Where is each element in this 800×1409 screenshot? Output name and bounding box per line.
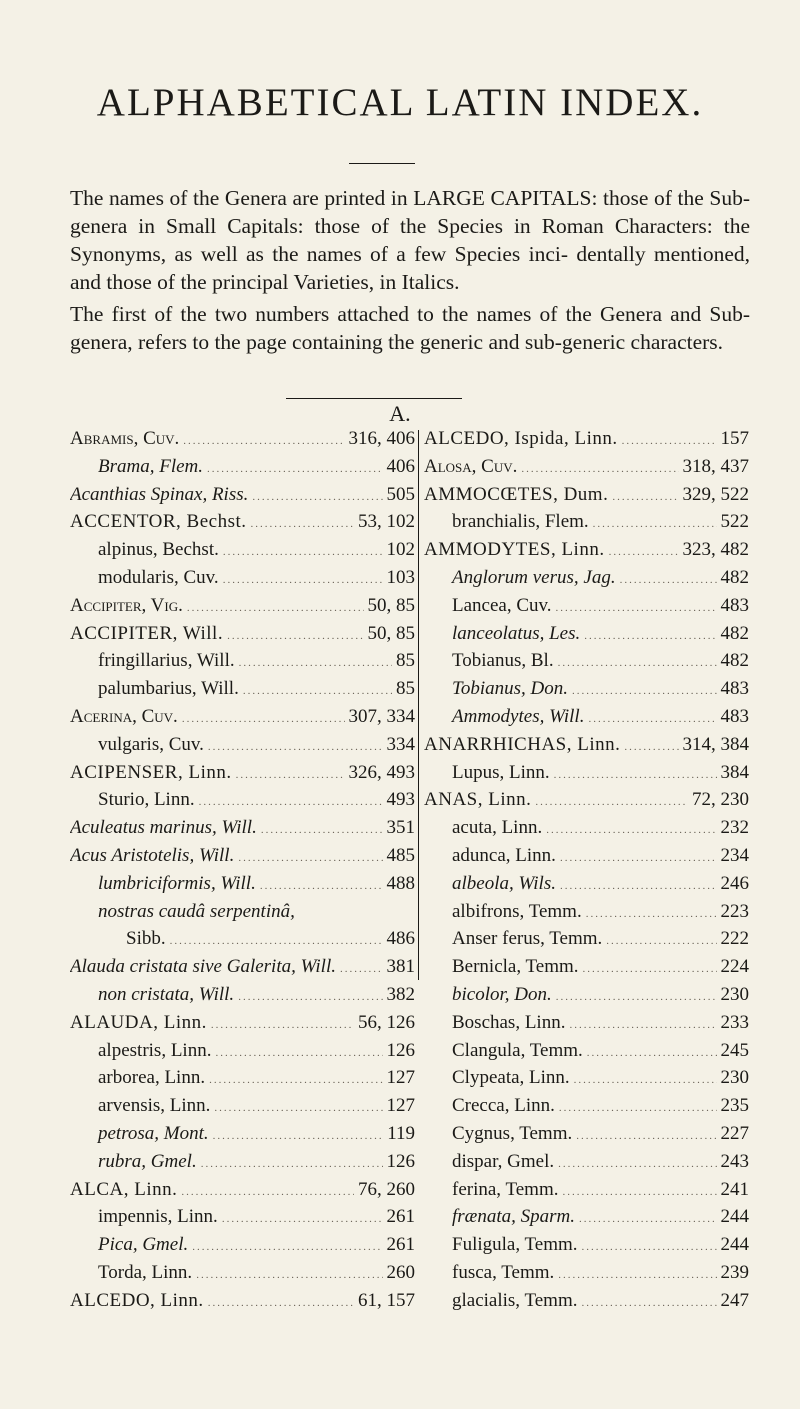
entry-pages: 76, 260 [358, 1178, 415, 1200]
entry-pages: 235 [720, 1095, 749, 1117]
index-entry [70, 536, 415, 564]
entry-name: bicolor, Don. [452, 983, 552, 1005]
entry-pages: 482 [720, 566, 749, 588]
entry-pages: 483 [720, 678, 749, 700]
index-entry [424, 620, 749, 648]
entry-pages: 482 [720, 650, 749, 672]
index-entry [424, 870, 749, 898]
index-entry [70, 564, 415, 592]
leader-dots [183, 428, 344, 453]
leader-dots [606, 928, 716, 953]
index-entry [424, 925, 749, 953]
entry-name: Lupus, Linn. [452, 761, 550, 783]
leader-dots [559, 1095, 717, 1120]
leader-dots [582, 1290, 717, 1315]
entry-name: Crecca, Linn. [452, 1095, 555, 1117]
entry-pages: 485 [386, 844, 415, 866]
entry-pages: 261 [386, 1206, 415, 1228]
leader-dots [556, 984, 717, 1009]
entry-pages: 243 [720, 1150, 749, 1172]
leader-dots [236, 762, 345, 787]
entry-name: ferina, Temm. [452, 1178, 559, 1200]
entry-pages: 245 [720, 1039, 749, 1061]
index-entry [424, 453, 749, 481]
entry-name: Alauda cristata sive Galerita, Will. [70, 956, 336, 978]
leader-dots [260, 873, 383, 898]
entry-pages: 103 [386, 566, 415, 588]
entry-pages: 381 [386, 956, 415, 978]
entry-pages: 85 [396, 678, 415, 700]
leader-dots [582, 1234, 717, 1259]
leader-dots [593, 511, 717, 536]
entry-name: palumbarius, Will. [98, 678, 239, 700]
entry-name: Torda, Linn. [98, 1261, 193, 1283]
entry-name: impennis, Linn. [98, 1206, 218, 1228]
title-rule [349, 163, 415, 164]
entry-name: Brama, Flem. [98, 455, 204, 477]
index-entry [70, 953, 415, 981]
leader-dots [572, 678, 717, 703]
entry-pages: 239 [720, 1261, 749, 1283]
leader-dots [215, 1040, 382, 1065]
entry-name: Alosa, Cuv. [424, 455, 518, 477]
entry-name: ACCIPITER, Will. [70, 622, 224, 644]
index-entry [424, 842, 749, 870]
leader-dots [576, 1123, 716, 1148]
index-entry [70, 1037, 415, 1065]
index-entry [424, 1231, 749, 1259]
index-entry [424, 1009, 749, 1037]
leader-dots [586, 901, 717, 926]
entry-name: ALCEDO, Linn. [70, 1289, 204, 1311]
leader-dots [243, 678, 392, 703]
index-entry [70, 786, 415, 814]
left-index-column [70, 425, 415, 1315]
index-entry [424, 1203, 749, 1231]
entry-name: dispar, Gmel. [452, 1150, 555, 1172]
entry-name: ACIPENSER, Linn. [70, 761, 232, 783]
index-entry [424, 1037, 749, 1065]
leader-dots [609, 539, 679, 564]
entry-pages: 482 [720, 622, 749, 644]
index-entry [424, 1287, 749, 1315]
entry-name: alpinus, Bechst. [98, 539, 219, 561]
entry-pages: 505 [386, 483, 415, 505]
entry-pages: 326, 493 [348, 761, 415, 783]
index-entry [70, 1148, 415, 1176]
entry-pages: 223 [720, 900, 749, 922]
entry-name: ANAS, Linn. [424, 789, 532, 811]
entry-name: Aculeatus marinus, Will. [70, 817, 257, 839]
index-entry [70, 453, 415, 481]
entry-pages: 127 [386, 1067, 415, 1089]
leader-dots [521, 456, 678, 481]
index-entry [70, 481, 415, 509]
entry-name: arvensis, Linn. [98, 1095, 211, 1117]
entry-pages: 486 [386, 928, 415, 950]
leader-dots [238, 845, 382, 870]
entry-pages: 227 [720, 1122, 749, 1144]
intro-2-line-2: Sub-genera, refers to the page containing the generic and sub-generic [70, 302, 751, 354]
entry-pages: 233 [720, 1011, 749, 1033]
entry-name: Sturio, Linn. [98, 789, 195, 811]
index-entry [70, 620, 415, 648]
leader-dots [612, 484, 678, 509]
index-entry [70, 1259, 415, 1287]
index-entry [70, 675, 415, 703]
entry-name: Boschas, Linn. [452, 1011, 566, 1033]
index-entry [70, 759, 415, 787]
entry-pages: 72, 230 [692, 789, 749, 811]
index-entry [70, 898, 415, 926]
entry-name: Acus Aristotelis, Will. [70, 844, 235, 866]
entry-pages: 261 [386, 1234, 415, 1256]
entry-pages: 230 [720, 1067, 749, 1089]
entry-pages: 119 [387, 1122, 415, 1144]
entry-name: Tobianus, Bl. [452, 650, 554, 672]
entry-pages: 307, 334 [348, 705, 415, 727]
entry-name: rubra, Gmel. [98, 1150, 197, 1172]
entry-pages: 241 [720, 1178, 749, 1200]
entry-pages: 56, 126 [358, 1011, 415, 1033]
entry-pages: 247 [720, 1289, 749, 1311]
intro-2-line-3: characters. [630, 330, 724, 354]
leader-dots [223, 539, 383, 564]
leader-dots [213, 1123, 384, 1148]
leader-dots [574, 1067, 717, 1092]
index-entry [70, 1092, 415, 1120]
index-entry [424, 425, 749, 453]
leader-dots [535, 789, 688, 814]
intro-2-line-1: The first of the two numbers attached to the names of the Genera and [70, 302, 702, 326]
entry-name: fringillarius, Will. [98, 650, 235, 672]
entry-name: nostras caudâ serpentinâ, [98, 900, 295, 922]
leader-dots [556, 595, 717, 620]
entry-name: ACCENTOR, Bechst. [70, 511, 247, 533]
index-entry [70, 1287, 415, 1315]
leader-dots [214, 1095, 382, 1120]
entry-pages: 102 [386, 539, 415, 561]
entry-name: Lancea, Cuv. [452, 594, 552, 616]
index-entry [424, 898, 749, 926]
page-title: ALPHABETICAL LATIN INDEX. [96, 81, 704, 124]
entry-name: non cristata, Will. [98, 983, 235, 1005]
entry-pages: 382 [386, 983, 415, 1005]
leader-dots [187, 595, 364, 620]
index-entry [424, 536, 749, 564]
leader-dots [170, 928, 383, 953]
entry-pages: 232 [720, 817, 749, 839]
index-entry [70, 1064, 415, 1092]
index-entry [424, 564, 749, 592]
leader-dots [583, 956, 717, 981]
intro-paragraph-2 [70, 300, 750, 356]
entry-name: ANARRHICHAS, Linn. [424, 733, 621, 755]
leader-dots [211, 1012, 354, 1037]
index-entry [70, 1203, 415, 1231]
leader-dots [584, 623, 716, 648]
entry-pages: 488 [386, 872, 415, 894]
entry-name: Pica, Gmel. [98, 1234, 189, 1256]
entry-pages: 244 [720, 1234, 749, 1256]
index-entry [424, 1120, 749, 1148]
index-entry [70, 981, 415, 1009]
entry-pages: 483 [720, 705, 749, 727]
leader-dots [181, 1179, 354, 1204]
entry-pages: 50, 85 [367, 622, 415, 644]
index-entry [70, 703, 415, 731]
entry-pages: 246 [720, 872, 749, 894]
leader-dots [579, 1206, 717, 1231]
leader-dots [227, 623, 363, 648]
leader-dots [192, 1234, 382, 1259]
entry-pages: 483 [720, 594, 749, 616]
index-entry [424, 481, 749, 509]
index-entry [424, 1176, 749, 1204]
leader-dots [558, 1262, 716, 1287]
entry-name: ALCA, Linn. [70, 1178, 178, 1200]
entry-pages: 234 [720, 844, 749, 866]
entry-pages: 224 [720, 956, 749, 978]
entry-name: Bernicla, Temm. [452, 956, 579, 978]
entry-name: Anser ferus, Temm. [452, 928, 603, 950]
entry-name: Sibb. [126, 928, 166, 950]
leader-dots [201, 1151, 383, 1176]
index-entry [70, 731, 415, 759]
entry-pages: 323, 482 [682, 539, 749, 561]
entry-name: Clangula, Temm. [452, 1039, 583, 1061]
entry-name: AMMODYTES, Linn. [424, 539, 605, 561]
entry-name: Abramis, Cuv. [70, 428, 180, 449]
leader-dots [239, 650, 392, 675]
leader-dots [560, 845, 717, 870]
index-entry [424, 731, 749, 759]
entry-name: lumbriciformis, Will. [98, 872, 256, 894]
entry-name: Tobianus, Don. [452, 678, 568, 700]
index-entry [70, 1231, 415, 1259]
leader-dots [223, 567, 383, 592]
intro-1-line-4: dentally mentioned, and those of the principal Varieties, in Italics. [70, 242, 751, 294]
leader-dots [209, 1067, 382, 1092]
leader-dots [251, 511, 354, 536]
index-entry [424, 981, 749, 1009]
leader-dots [558, 650, 717, 675]
leader-dots [222, 1206, 383, 1231]
entry-pages: 157 [720, 428, 749, 449]
index-entry [70, 592, 415, 620]
leader-dots [546, 817, 716, 842]
entry-name: Clypeata, Linn. [452, 1067, 570, 1089]
leader-dots [238, 984, 382, 1009]
index-entry [70, 425, 415, 453]
column-divider [418, 430, 419, 980]
index-entry [424, 703, 749, 731]
index-entry [70, 814, 415, 842]
leader-dots [622, 428, 717, 453]
index-entry [424, 953, 749, 981]
index-entry [70, 1009, 415, 1037]
leader-dots [252, 484, 382, 509]
intro-paragraph-1 [70, 184, 750, 296]
leader-dots [199, 789, 383, 814]
entry-name: arborea, Linn. [98, 1067, 206, 1089]
entry-pages: 260 [386, 1261, 415, 1283]
entry-pages: 316, 406 [348, 428, 415, 449]
entry-name: vulgaris, Cuv. [98, 733, 204, 755]
entry-pages: 53, 102 [358, 511, 415, 533]
index-entry [424, 508, 749, 536]
index-entry [424, 786, 749, 814]
entry-pages: 126 [386, 1039, 415, 1061]
entry-pages: 126 [386, 1150, 415, 1172]
entry-name: albeola, Wils. [452, 872, 556, 894]
entry-pages: 351 [386, 817, 415, 839]
entry-pages: 127 [386, 1095, 415, 1117]
leader-dots [340, 956, 383, 981]
leader-dots [620, 567, 717, 592]
index-entry [424, 647, 749, 675]
intro-1-line-1: The names of the Genera are printed in LARGE CAPITALS: those [70, 186, 649, 210]
entry-name: Ammodytes, Will. [452, 705, 585, 727]
index-entry [70, 842, 415, 870]
entry-name: Acanthias Spinax, Riss. [70, 483, 249, 505]
index-entry [70, 647, 415, 675]
entry-pages: 329, 522 [682, 483, 749, 505]
section-letter: A. [389, 401, 411, 426]
entry-name: fusca, Temm. [452, 1261, 555, 1283]
index-entry [424, 814, 749, 842]
entry-name: modularis, Cuv. [98, 566, 219, 588]
entry-name: lanceolatus, Les. [452, 622, 581, 644]
index-entry [424, 759, 749, 787]
leader-dots [569, 1012, 716, 1037]
intro-1-line-2: of the Sub-genera in Small Capitals: those of the Species in Roman [70, 186, 750, 238]
entry-pages: 406 [386, 455, 415, 477]
index-entry [424, 592, 749, 620]
entry-pages: 493 [386, 789, 415, 811]
intro-1-line-3: Characters: the Synonyms, as well as the names of a few Species inci- [70, 214, 751, 266]
leader-dots [208, 1290, 354, 1315]
entry-name: ALCEDO, Ispida, Linn. [424, 428, 618, 449]
leader-dots [554, 762, 717, 787]
leader-dots [196, 1262, 382, 1287]
entry-pages: 522 [720, 511, 749, 533]
entry-name: Acerina, Cuv. [70, 705, 178, 727]
entry-pages: 50, 85 [367, 594, 415, 616]
index-entry [70, 1120, 415, 1148]
entry-pages: 230 [720, 983, 749, 1005]
entry-name: Anglorum verus, Jag. [452, 566, 616, 588]
entry-pages: 384 [720, 761, 749, 783]
index-entry [70, 1176, 415, 1204]
leader-dots [182, 706, 345, 731]
entry-pages: 61, 157 [358, 1289, 415, 1311]
entry-name: adunca, Linn. [452, 844, 556, 866]
index-entry [424, 1064, 749, 1092]
entry-name: Accipiter, Vig. [70, 594, 183, 616]
entry-name: petrosa, Mont. [98, 1122, 209, 1144]
leader-dots [207, 456, 382, 481]
entry-name: alpestris, Linn. [98, 1039, 212, 1061]
entry-pages: 318, 437 [682, 455, 749, 477]
entry-name: ALAUDA, Linn. [70, 1011, 207, 1033]
entry-pages: 314, 384 [682, 733, 749, 755]
entry-pages: 85 [396, 650, 415, 672]
index-entry [70, 870, 415, 898]
index-entry [424, 1148, 749, 1176]
entry-name: frænata, Sparm. [452, 1206, 575, 1228]
entry-pages: 244 [720, 1206, 749, 1228]
entry-pages: 222 [720, 928, 749, 950]
leader-dots [261, 817, 383, 842]
leader-dots [562, 1179, 716, 1204]
leader-dots [587, 1040, 717, 1065]
leader-dots [560, 873, 717, 898]
entry-name: branchialis, Flem. [452, 511, 589, 533]
leader-dots [588, 706, 716, 731]
index-entry [70, 508, 415, 536]
right-index-column [424, 425, 749, 1315]
leader-dots [624, 734, 678, 759]
entry-name: Cygnus, Temm. [452, 1122, 573, 1144]
index-entry [70, 925, 415, 953]
entry-name: AMMOCŒTES, Dum. [424, 483, 609, 505]
entry-name: glacialis, Temm. [452, 1289, 578, 1311]
entry-name: albifrons, Temm. [452, 900, 582, 922]
section-rule [286, 398, 462, 399]
entry-name: Fuligula, Temm. [452, 1234, 578, 1256]
entry-name: acuta, Linn. [452, 817, 543, 839]
index-entry [424, 1092, 749, 1120]
leader-dots [208, 734, 383, 759]
index-entry [424, 675, 749, 703]
leader-dots [558, 1151, 716, 1176]
index-entry [424, 1259, 749, 1287]
entry-pages: 334 [386, 733, 415, 755]
